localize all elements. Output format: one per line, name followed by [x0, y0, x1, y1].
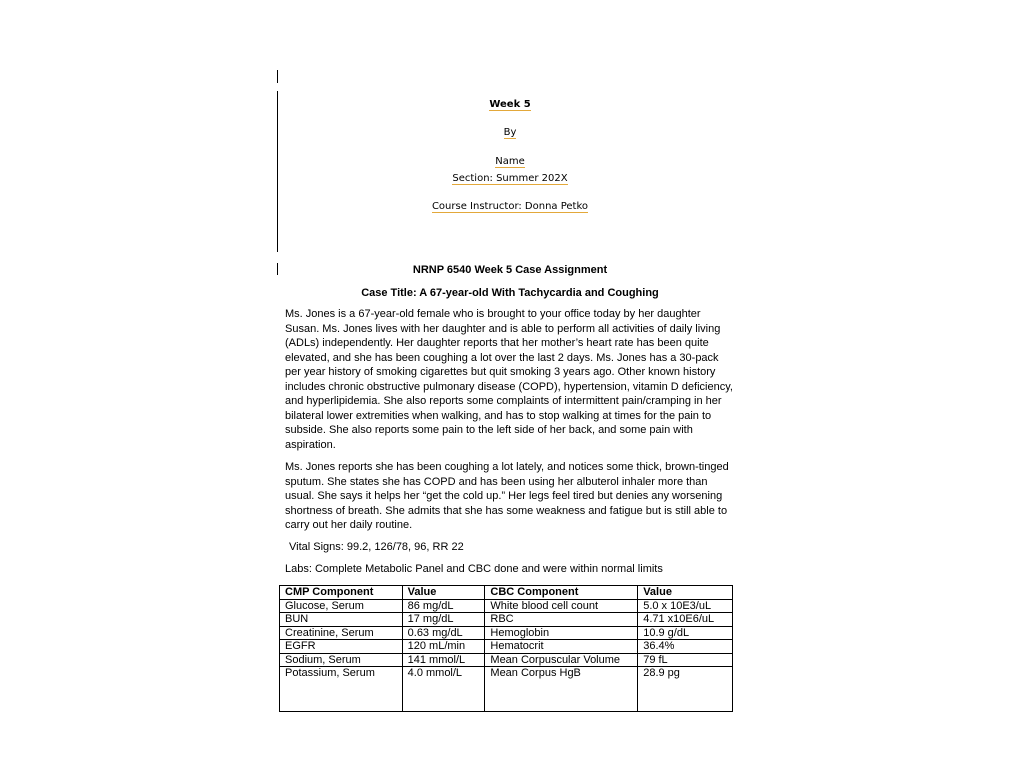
cmp-value-cell: 17 mg/dL	[402, 613, 485, 627]
cmp-component-cell: BUN	[280, 613, 403, 627]
cmp-value-cell: 4.0 mmol/L	[402, 667, 485, 712]
cover-title: Week 5	[489, 99, 531, 110]
case-paragraph-2: Ms. Jones reports she has been coughing a lot lately, and notices some thick, brown-tinged sputum. She states she has COPD and has been using her albuterol inhaler more than usual. She says it helps her “get the cold up.” Her legs feel tired but denies any worsening shortness of breath. She admits that she has some weakness and fatigue but is still able to carry out her daily routine.	[285, 461, 729, 531]
cbc-component-cell: RBC	[485, 613, 638, 627]
cmp-component-cell: Creatinine, Serum	[280, 626, 403, 640]
cover-instructor: Course Instructor: Donna Petko	[431, 201, 589, 212]
margin-bar-top	[277, 70, 278, 83]
header-cbc-component: CBC Component	[485, 586, 638, 600]
cmp-component-cell: Glucose, Serum	[280, 599, 403, 613]
cbc-component-cell: White blood cell count	[485, 599, 638, 613]
margin-bar-heading	[277, 263, 278, 275]
cbc-component-cell: Hematocrit	[485, 640, 638, 654]
cbc-value-cell: 10.9 g/dL	[638, 626, 733, 640]
cover-section: Section: Summer 202X	[452, 173, 568, 184]
table-row	[280, 653, 733, 667]
labs-table-header-row	[280, 586, 733, 600]
cmp-component-cell: Sodium, Serum	[280, 653, 403, 667]
header-cmp-component: CMP Component	[280, 586, 403, 600]
cover-name: Name	[495, 156, 525, 167]
cbc-component-cell: Mean Corpus HgB	[485, 667, 638, 712]
table-row	[280, 667, 733, 712]
cbc-value-cell: 28.9 pg	[638, 667, 733, 712]
cmp-value-cell: 86 mg/dL	[402, 599, 485, 613]
case-title: Case Title: A 67-year-old With Tachycardia and Coughing	[361, 287, 659, 299]
case-paragraph-1: Ms. Jones is a 67-year-old female who is brought to your office today by her daughter Susan. Ms. Jones lives with her daughter and is able to perform all activities of daily living (ADLs) independently. Her daughter reports that her mother’s heart rate has been quite elevated, and she has been coughing a lot over the last 2 days. Ms. Jones has a 30-pack per year history of smoking cigarettes but quit smoking 3 years ago. Other known history includes chronic obstructive pulmonary disease (COPD), hypertension, vitamin D deficiency, and hyperlipidemia. She also reports some complaints of intermittent pain/cramping in her bilateral lower extremities when walking, and has to stop walking at times for the pain to subside. She also reports some pain to the left side of her back, and some pain with aspiration.	[285, 308, 733, 451]
cmp-component-cell: Potassium, Serum	[280, 667, 403, 712]
table-row	[280, 626, 733, 640]
assignment-heading: NRNP 6540 Week 5 Case Assignment	[412, 264, 608, 276]
table-row	[280, 613, 733, 627]
cmp-value-cell: 141 mmol/L	[402, 653, 485, 667]
header-cbc-value: Value	[638, 586, 733, 600]
cbc-value-cell: 36.4%	[638, 640, 733, 654]
cbc-value-cell: 5.0 x 10E3/uL	[638, 599, 733, 613]
vital-signs: Vital Signs: 99.2, 126/78, 96, RR 22	[289, 541, 464, 553]
labs-table	[279, 585, 733, 712]
cmp-value-cell: 120 mL/min	[402, 640, 485, 654]
cmp-value-cell: 0.63 mg/dL	[402, 626, 485, 640]
cbc-component-cell: Mean Corpuscular Volume	[485, 653, 638, 667]
cbc-value-cell: 4.71 x10E6/uL	[638, 613, 733, 627]
table-row	[280, 599, 733, 613]
table-row	[280, 640, 733, 654]
cmp-component-cell: EGFR	[280, 640, 403, 654]
cbc-value-cell: 79 fL	[638, 653, 733, 667]
labs-intro: Labs: Complete Metabolic Panel and CBC done and were within normal limits	[285, 563, 663, 575]
cbc-component-cell: Hemoglobin	[485, 626, 638, 640]
cover-by: By	[503, 127, 517, 138]
margin-bar-cover	[277, 91, 278, 252]
header-cmp-value: Value	[402, 586, 485, 600]
